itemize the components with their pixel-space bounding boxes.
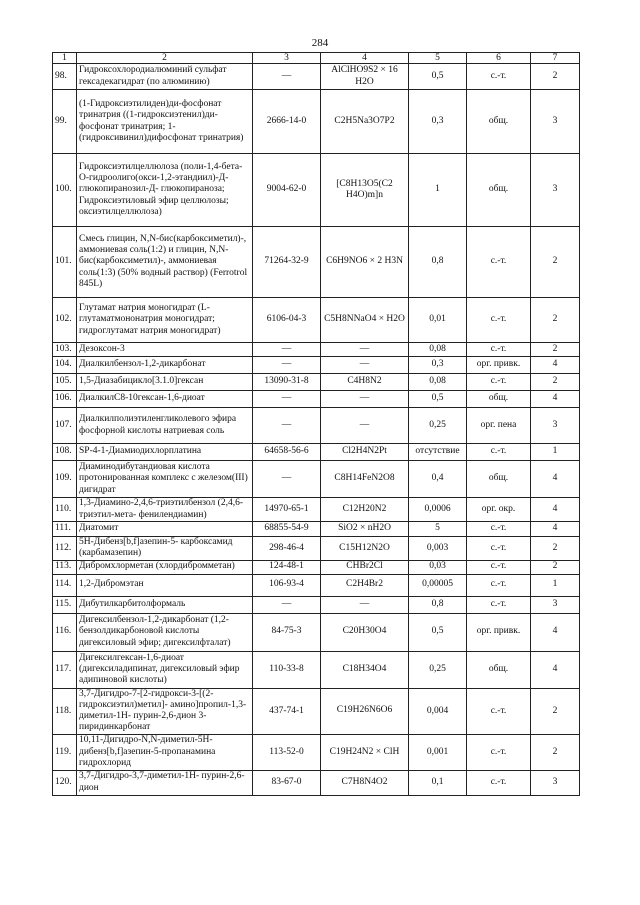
hazard-indicator: орг. пена xyxy=(467,408,531,444)
limit-value: 0,08 xyxy=(409,374,467,391)
row-number: 99. xyxy=(53,90,77,154)
chemical-formula: C7H8N4O2 xyxy=(321,770,409,795)
limit-value: 0,5 xyxy=(409,613,467,651)
cas-number: 9004-62-0 xyxy=(253,154,321,227)
limit-value: 0,5 xyxy=(409,64,467,90)
cas-number: — xyxy=(253,64,321,90)
hazard-indicator: с.-т. xyxy=(467,298,531,343)
row-number: 107. xyxy=(53,408,77,444)
substance-name: ДиалкилC8-10гексан-1,6-диоат xyxy=(77,391,253,408)
hazard-indicator: орг. привк. xyxy=(467,613,531,651)
cas-number: 84-75-3 xyxy=(253,613,321,651)
substance-name: Гидроксохлородиалюминий сульфат гексадекагидрат (по алюминию) xyxy=(77,64,253,90)
chemical-formula: — xyxy=(321,391,409,408)
row-number: 111. xyxy=(53,522,77,537)
row-number: 100. xyxy=(53,154,77,227)
hazard-indicator: с.-т. xyxy=(467,537,531,561)
substance-name: 3,7-Дигидро-3,7-диметил-1H- пурин-2,6-дион xyxy=(77,770,253,795)
limit-value: 0,8 xyxy=(409,227,467,298)
cas-number: 6106-04-3 xyxy=(253,298,321,343)
chemical-formula: C5H8NNaO4 × H2O xyxy=(321,298,409,343)
table-row xyxy=(53,734,580,770)
hazard-indicator: с.-т. xyxy=(467,770,531,795)
hazard-class: 3 xyxy=(531,90,580,154)
row-number: 120. xyxy=(53,770,77,795)
row-number: 116. xyxy=(53,613,77,651)
limit-value: 1 xyxy=(409,154,467,227)
row-number: 102. xyxy=(53,298,77,343)
hazard-class: 4 xyxy=(531,357,580,374)
substance-name: Диатомит xyxy=(77,522,253,537)
cas-number: 113-52-0 xyxy=(253,734,321,770)
limit-value: 0,25 xyxy=(409,408,467,444)
hazard-indicator: с.-т. xyxy=(467,64,531,90)
hazard-indicator: общ. xyxy=(467,651,531,688)
table-row xyxy=(53,522,580,537)
substance-name: Диалкилполиэтиленгликолевого эфира фосфорной кислоты натриевая соль xyxy=(77,408,253,444)
hazard-indicator: общ. xyxy=(467,461,531,498)
hazard-class: 2 xyxy=(531,343,580,357)
chemical-formula: — xyxy=(321,408,409,444)
hazard-class: 2 xyxy=(531,537,580,561)
table-row xyxy=(53,613,580,651)
header-cell-col2: 2 xyxy=(77,53,253,64)
limit-value: отсутствие xyxy=(409,444,467,461)
hazard-class: 3 xyxy=(531,770,580,795)
hazard-indicator: с.-т. xyxy=(467,688,531,734)
hazard-class: 4 xyxy=(531,651,580,688)
limit-value: 5 xyxy=(409,522,467,537)
hazard-indicator: орг. привк. xyxy=(467,357,531,374)
row-number: 103. xyxy=(53,343,77,357)
cas-number: 68855-54-9 xyxy=(253,522,321,537)
hazard-class: 2 xyxy=(531,688,580,734)
row-number: 98. xyxy=(53,64,77,90)
table-row xyxy=(53,298,580,343)
limit-value: 0,25 xyxy=(409,651,467,688)
table-row xyxy=(53,90,580,154)
limit-value: 0,08 xyxy=(409,343,467,357)
substance-name: Смесь глицин, N,N-бис(карбоксиметил)-, аммониевая соль(1:2) и глицин, N,N-бис(карбоксиметил)-, аммониевая соль(1:3) (50% водный раствор) (Ferrotrol 845L) xyxy=(77,227,253,298)
cas-number: — xyxy=(253,357,321,374)
table-row xyxy=(53,461,580,498)
chemical-formula: C4H8N2 xyxy=(321,374,409,391)
cas-number: 110-33-8 xyxy=(253,651,321,688)
chemical-formula: C20H30O4 xyxy=(321,613,409,651)
row-number: 105. xyxy=(53,374,77,391)
row-number: 117. xyxy=(53,651,77,688)
header-cell-col3: 3 xyxy=(253,53,321,64)
header-cell-col5: 5 xyxy=(409,53,467,64)
limit-value: 0,001 xyxy=(409,734,467,770)
hazard-class: 3 xyxy=(531,154,580,227)
header-cell-col7: 7 xyxy=(531,53,580,64)
cas-number: — xyxy=(253,343,321,357)
chemical-formula: C2H5Na3O7P2 xyxy=(321,90,409,154)
table-row xyxy=(53,651,580,688)
substance-name: 5H-Дибенз[b,f]азепин-5- карбоксамид (карбамазепин) xyxy=(77,537,253,561)
hazard-class: 4 xyxy=(531,613,580,651)
cas-number: 298-46-4 xyxy=(253,537,321,561)
chemical-formula: CHBr2Cl xyxy=(321,560,409,574)
hazard-indicator: с.-т. xyxy=(467,444,531,461)
row-number: 119. xyxy=(53,734,77,770)
chemical-formula: C2H4Br2 xyxy=(321,574,409,596)
substance-name: 3,7-Дигидро-7-[2-гидрокси-3-[(2-гидроксиэтил)метил]- амино]пропил-1,3-диметил-1H- пурин-2,6-дион 3-пиридинкарбонат xyxy=(77,688,253,734)
hazard-class: 2 xyxy=(531,734,580,770)
hazard-class: 2 xyxy=(531,374,580,391)
cas-number: — xyxy=(253,596,321,613)
hazard-class: 2 xyxy=(531,298,580,343)
cas-number: 13090-31-8 xyxy=(253,374,321,391)
header-cell-col6: 6 xyxy=(467,53,531,64)
cas-number: 83-67-0 xyxy=(253,770,321,795)
hazard-class: 4 xyxy=(531,498,580,522)
substance-name: Дибутилкарбитолформаль xyxy=(77,596,253,613)
limit-value: 0,00005 xyxy=(409,574,467,596)
cas-number: 64658-56-6 xyxy=(253,444,321,461)
limit-value: 0,3 xyxy=(409,90,467,154)
chemical-formula: Cl2H4N2Pt xyxy=(321,444,409,461)
table-body xyxy=(53,64,580,796)
substance-name: Дибромхлорметан (хлордибромметан) xyxy=(77,560,253,574)
substance-name: Гидроксиэтилцеллюлоза (поли-1,4-бета-O-гидроолиго(окси-1,2-этандиил)-Д-глюкопиранозил-Д- глюкопираноза; Гидроксиэтиловый эфир целлюлозы; оксиэтилцеллюлоза) xyxy=(77,154,253,227)
chemical-formula: SiO2 × nH2O xyxy=(321,522,409,537)
limit-value: 0,5 xyxy=(409,391,467,408)
substance-name: Диалкилбензол-1,2-дикарбонат xyxy=(77,357,253,374)
hazard-indicator: с.-т. xyxy=(467,734,531,770)
table-row xyxy=(53,498,580,522)
limit-value: 0,8 xyxy=(409,596,467,613)
hazard-class: 2 xyxy=(531,64,580,90)
hazard-class: 1 xyxy=(531,444,580,461)
hazard-indicator: с.-т. xyxy=(467,343,531,357)
hazard-indicator: орг. окр. xyxy=(467,498,531,522)
row-number: 106. xyxy=(53,391,77,408)
table-row xyxy=(53,537,580,561)
chemical-formula: [C8H13O5(C2 H4O)m]n xyxy=(321,154,409,227)
chemical-formula: C8H14FeN2O8 xyxy=(321,461,409,498)
hazard-indicator: общ. xyxy=(467,154,531,227)
limit-value: 0,0006 xyxy=(409,498,467,522)
substances-table xyxy=(52,52,580,796)
substance-name: 1,5-Диазабицикло[3.1.0]гексан xyxy=(77,374,253,391)
table-row xyxy=(53,374,580,391)
chemical-formula: C12H20N2 xyxy=(321,498,409,522)
chemical-formula: C18H34O4 xyxy=(321,651,409,688)
table-row xyxy=(53,343,580,357)
limit-value: 0,01 xyxy=(409,298,467,343)
header-cell-col1: 1 xyxy=(53,53,77,64)
chemical-formula: C19H24N2 × ClH xyxy=(321,734,409,770)
substance-name: SP-4-1-Диамиодихлорплатина xyxy=(77,444,253,461)
substance-name: Дигексилгексан-1,6-диоат (дигексиладипинат, дигексиловый эфир адипиновой кислоты) xyxy=(77,651,253,688)
hazard-class: 4 xyxy=(531,461,580,498)
hazard-indicator: с.-т. xyxy=(467,560,531,574)
header-row xyxy=(53,53,580,64)
table-row xyxy=(53,357,580,374)
hazard-class: 1 xyxy=(531,574,580,596)
substance-name: 1,3-Диамино-2,4,6-триэтилбензол (2,4,6-триэтил-мета- фенилендиамин) xyxy=(77,498,253,522)
table-row xyxy=(53,560,580,574)
limit-value: 0,4 xyxy=(409,461,467,498)
table-row xyxy=(53,688,580,734)
limit-value: 0,003 xyxy=(409,537,467,561)
table-row xyxy=(53,770,580,795)
row-number: 101. xyxy=(53,227,77,298)
chemical-formula: C15H12N2O xyxy=(321,537,409,561)
hazard-indicator: с.-т. xyxy=(467,574,531,596)
cas-number: 106-93-4 xyxy=(253,574,321,596)
substance-name: (1-Гидроксиэтилиден)ди-фосфонат тринатрия ((1-гидроксиэтенил)ди-фосфонат тринатрия; 1-(гидроксивинил)дифосфонат тринатрия) xyxy=(77,90,253,154)
chemical-formula: C19H26N6O6 xyxy=(321,688,409,734)
hazard-class: 2 xyxy=(531,560,580,574)
header-cell-col4: 4 xyxy=(321,53,409,64)
cas-number: 2666-14-0 xyxy=(253,90,321,154)
cas-number: 14970-65-1 xyxy=(253,498,321,522)
hazard-indicator: с.-т. xyxy=(467,522,531,537)
table-row xyxy=(53,64,580,90)
substance-name: 10,11-Дигидро-N,N-диметил-5H-дибенз[b,f]азепин-5-пропанамина гидрохлорид xyxy=(77,734,253,770)
cas-number: — xyxy=(253,461,321,498)
cas-number: 71264-32-9 xyxy=(253,227,321,298)
table-row xyxy=(53,444,580,461)
hazard-class: 4 xyxy=(531,391,580,408)
row-number: 114. xyxy=(53,574,77,596)
chemical-formula: — xyxy=(321,596,409,613)
row-number: 115. xyxy=(53,596,77,613)
row-number: 112. xyxy=(53,537,77,561)
cas-number: 124-48-1 xyxy=(253,560,321,574)
substance-name: 1,2-Дибромэтан xyxy=(77,574,253,596)
hazard-class: 2 xyxy=(531,227,580,298)
hazard-indicator: общ. xyxy=(467,90,531,154)
table-row xyxy=(53,408,580,444)
hazard-indicator: с.-т. xyxy=(467,596,531,613)
table-row xyxy=(53,596,580,613)
table-row xyxy=(53,391,580,408)
table-row xyxy=(53,154,580,227)
substance-name: Диаминодибутандиовая кислота протонированная комплекс с железом(III) дигидрат xyxy=(77,461,253,498)
hazard-indicator: с.-т. xyxy=(467,374,531,391)
cas-number: — xyxy=(253,391,321,408)
limit-value: 0,1 xyxy=(409,770,467,795)
limit-value: 0,3 xyxy=(409,357,467,374)
hazard-class: 3 xyxy=(531,596,580,613)
hazard-indicator: с.-т. xyxy=(467,227,531,298)
substance-name: Глутамат натрия моногидрат (L-глутаматмононатрия моногидрат; гидроглутамат натрия моногидрат) xyxy=(77,298,253,343)
row-number: 113. xyxy=(53,560,77,574)
hazard-class: 4 xyxy=(531,522,580,537)
table-row xyxy=(53,227,580,298)
hazard-class: 3 xyxy=(531,408,580,444)
table-row xyxy=(53,574,580,596)
row-number: 118. xyxy=(53,688,77,734)
chemical-formula: — xyxy=(321,357,409,374)
hazard-indicator: общ. xyxy=(467,391,531,408)
chemical-formula: AlClHO9S2 × 16 H2O xyxy=(321,64,409,90)
cas-number: 437-74-1 xyxy=(253,688,321,734)
page-number: 284 xyxy=(311,37,329,49)
limit-value: 0,03 xyxy=(409,560,467,574)
row-number: 109. xyxy=(53,461,77,498)
cas-number: — xyxy=(253,408,321,444)
limit-value: 0,004 xyxy=(409,688,467,734)
substance-name: Дигексилбензол-1,2-дикарбонат (1,2-бензолдикарбоновой кислоты дигексиловый эфир; дигексилфталат) xyxy=(77,613,253,651)
chemical-formula: C6H9NO6 × 2 H3N xyxy=(321,227,409,298)
substance-name: Дезоксон-3 xyxy=(77,343,253,357)
chemical-formula: — xyxy=(321,343,409,357)
row-number: 104. xyxy=(53,357,77,374)
row-number: 110. xyxy=(53,498,77,522)
row-number: 108. xyxy=(53,444,77,461)
